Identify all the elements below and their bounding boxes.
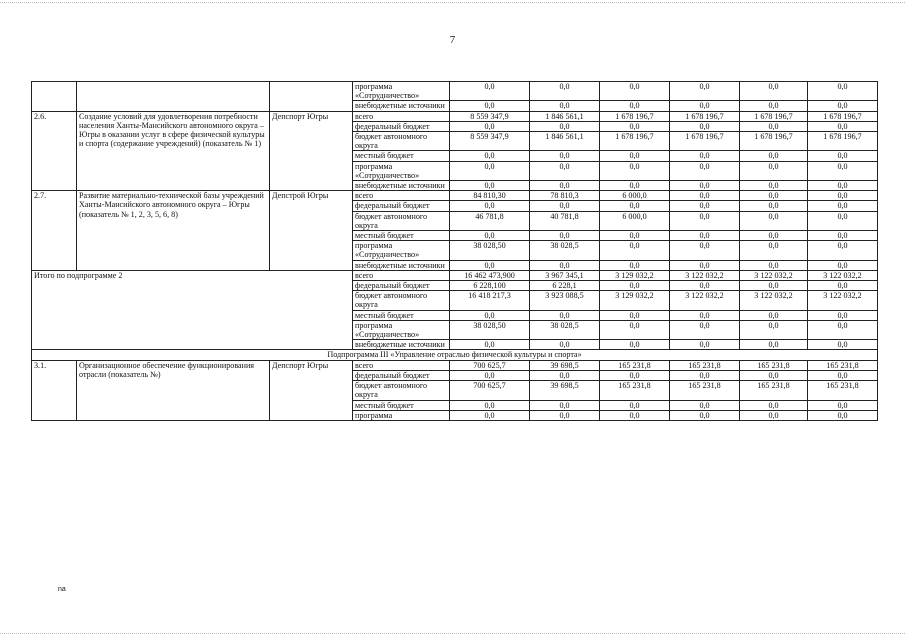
amount-cell: 0,0 [808,101,878,111]
amount-cell: 3 122 032,2 [740,270,808,280]
amount-cell: 0,0 [808,241,878,260]
amount-cell: 0,0 [670,121,740,131]
table-row [32,270,878,280]
amount-cell: 1 846 561,1 [530,132,600,151]
amount-cell: 0,0 [808,260,878,270]
amount-cell: 0,0 [450,82,530,101]
amount-cell: 38 028,5 [530,241,600,260]
amount-cell: 1 678 196,7 [740,111,808,121]
amount-cell: 6 228,100 [450,281,530,291]
amount-cell: 0,0 [530,410,600,420]
amount-cell: 0,0 [530,231,600,241]
amount-cell: 0,0 [600,400,670,410]
table-body [32,82,878,421]
amount-cell: 0,0 [600,320,670,339]
amount-cell: 0,0 [740,340,808,350]
amount-cell: 0,0 [808,201,878,211]
funding-source-cell: федеральный бюджет [353,121,450,131]
amount-cell: 0,0 [530,101,600,111]
amount-cell: 700 625,7 [450,381,530,400]
funding-source-cell: местный бюджет [353,231,450,241]
amount-cell: 0,0 [600,370,670,380]
amount-cell: 0,0 [740,370,808,380]
amount-cell: 0,0 [808,400,878,410]
amount-cell: 0,0 [808,181,878,191]
subprogram-header-row [32,350,878,360]
amount-cell: 0,0 [670,211,740,230]
amount-cell: 0,0 [600,201,670,211]
amount-cell: 0,0 [600,410,670,420]
amount-cell: 1 678 196,7 [740,132,808,151]
amount-cell: 0,0 [450,310,530,320]
amount-cell: 78 810,3 [530,191,600,201]
amount-cell: 0,0 [600,151,670,161]
amount-cell: 0,0 [670,191,740,201]
funding-source-cell: местный бюджет [353,310,450,320]
amount-cell: 0,0 [740,101,808,111]
amount-cell: 1 678 196,7 [600,132,670,151]
amount-cell: 0,0 [808,121,878,131]
amount-cell: 0,0 [450,340,530,350]
funding-source-cell: внебюджетные источники [353,260,450,270]
funding-source-cell: федеральный бюджет [353,201,450,211]
footer-mark: na [58,586,66,593]
amount-cell: 3 122 032,2 [808,291,878,310]
funding-source-cell: внебюджетные источники [353,101,450,111]
funding-source-cell: всего [353,270,450,280]
amount-cell: 0,0 [740,181,808,191]
activity-name-cell: Организационное обеспечение функционирования отрасли (показатель №) [77,360,270,420]
amount-cell: 38 028,50 [450,320,530,339]
funding-source-cell: программа «Сотрудничество» [353,82,450,101]
amount-cell: 0,0 [670,320,740,339]
amount-cell: 1 678 196,7 [808,111,878,121]
amount-cell: 0,0 [808,82,878,101]
amount-cell: 3 129 032,2 [600,291,670,310]
amount-cell: 165 231,8 [670,360,740,370]
amount-cell: 165 231,8 [600,381,670,400]
funding-source-cell: бюджет автономного округа [353,211,450,230]
amount-cell: 0,0 [670,281,740,291]
funding-source-cell: местный бюджет [353,151,450,161]
amount-cell: 0,0 [530,121,600,131]
amount-cell: 39 698,5 [530,381,600,400]
funding-source-cell: всего [353,191,450,201]
amount-cell: 0,0 [808,281,878,291]
amount-cell: 0,0 [808,320,878,339]
activity-name-cell: Развитие материально-технической базы учреждений Ханты-Мансийского автономного округа – Югры (показатель № 1, 2, 3, 5, 6, 8) [77,191,270,271]
amount-cell: 0,0 [740,161,808,180]
amount-cell: 84 810,30 [450,191,530,201]
amount-cell: 8 559 347,9 [450,111,530,121]
amount-cell: 0,0 [450,260,530,270]
amount-cell: 0,0 [740,260,808,270]
amount-cell: 0,0 [808,370,878,380]
amount-cell: 40 781,8 [530,211,600,230]
amount-cell: 0,0 [740,320,808,339]
amount-cell: 0,0 [530,310,600,320]
amount-cell: 0,0 [740,281,808,291]
row-number-cell: 2.6. [32,111,77,191]
amount-cell: 3 122 032,2 [670,270,740,280]
amount-cell: 0,0 [600,231,670,241]
financing-table-container [31,81,877,421]
row-number-cell: 2.7. [32,191,77,271]
amount-cell: 165 231,8 [740,360,808,370]
amount-cell: 0,0 [808,191,878,201]
amount-cell: 0,0 [670,101,740,111]
amount-cell: 700 625,7 [450,360,530,370]
amount-cell: 16 462 473,900 [450,270,530,280]
amount-cell: 38 028,50 [450,241,530,260]
funding-source-cell: федеральный бюджет [353,370,450,380]
amount-cell: 0,0 [530,82,600,101]
subprogram-header-cell: Подпрограмма III «Управление отраслью физической культуры и спорта» [32,350,878,360]
amount-cell: 0,0 [740,82,808,101]
funding-source-cell: бюджет автономного округа [353,381,450,400]
amount-cell: 16 418 217,3 [450,291,530,310]
amount-cell: 0,0 [670,260,740,270]
amount-cell: 0,0 [808,231,878,241]
amount-cell: 0,0 [670,410,740,420]
amount-cell: 165 231,8 [808,381,878,400]
amount-cell: 0,0 [808,161,878,180]
amount-cell: 0,0 [740,400,808,410]
amount-cell: 0,0 [600,181,670,191]
amount-cell: 0,0 [670,181,740,191]
amount-cell: 6 000,0 [600,211,670,230]
row-number-cell [32,82,77,112]
amount-cell: 0,0 [600,281,670,291]
amount-cell: 0,0 [450,101,530,111]
amount-cell: 1 678 196,7 [600,111,670,121]
amount-cell: 165 231,8 [670,381,740,400]
amount-cell: 0,0 [670,400,740,410]
amount-cell: 0,0 [600,310,670,320]
amount-cell: 0,0 [530,340,600,350]
amount-cell: 0,0 [808,151,878,161]
amount-cell: 0,0 [530,161,600,180]
amount-cell: 3 129 032,2 [600,270,670,280]
amount-cell: 0,0 [808,211,878,230]
amount-cell: 0,0 [670,241,740,260]
amount-cell: 1 678 196,7 [670,132,740,151]
funding-source-cell: внебюджетные источники [353,181,450,191]
amount-cell: 0,0 [600,121,670,131]
amount-cell: 3 122 032,2 [808,270,878,280]
scan-noise-top [0,2,905,4]
amount-cell: 0,0 [740,191,808,201]
amount-cell: 0,0 [600,241,670,260]
amount-cell: 0,0 [740,121,808,131]
amount-cell: 1 846 561,1 [530,111,600,121]
amount-cell: 6 000,0 [600,191,670,201]
amount-cell: 3 122 032,2 [740,291,808,310]
funding-source-cell: федеральный бюджет [353,281,450,291]
amount-cell: 0,0 [670,201,740,211]
amount-cell: 0,0 [670,82,740,101]
amount-cell: 0,0 [740,231,808,241]
amount-cell: 0,0 [740,151,808,161]
subprogram-total-label: Итого по подпрограмме 2 [32,270,353,350]
table-row [32,360,878,370]
amount-cell: 0,0 [740,410,808,420]
executor-cell: Депспорт Югры [270,111,353,191]
activity-name-cell [77,82,270,112]
row-number-cell: 3.1. [32,360,77,420]
amount-cell: 0,0 [670,161,740,180]
table-row [32,111,878,121]
amount-cell: 0,0 [670,151,740,161]
funding-source-cell: местный бюджет [353,400,450,410]
amount-cell: 0,0 [740,310,808,320]
amount-cell: 0,0 [530,151,600,161]
amount-cell: 0,0 [740,201,808,211]
amount-cell: 39 698,5 [530,360,600,370]
funding-source-cell: всего [353,360,450,370]
amount-cell: 0,0 [670,231,740,241]
table-row [32,82,878,101]
amount-cell: 0,0 [530,181,600,191]
funding-source-cell: программа «Сотрудничество» [353,320,450,339]
amount-cell: 0,0 [530,400,600,410]
amount-cell: 0,0 [808,340,878,350]
amount-cell: 0,0 [740,241,808,260]
activity-name-cell: Создание условий для удовлетворения потребности населения Ханты-Мансийского автономного округа – Югры в оказании услуг в сфере физической культуры и спорта (содержание учреждений) (показатель № 1) [77,111,270,191]
amount-cell: 0,0 [450,121,530,131]
amount-cell: 0,0 [450,370,530,380]
amount-cell: 0,0 [450,400,530,410]
amount-cell: 0,0 [530,370,600,380]
amount-cell: 1 678 196,7 [670,111,740,121]
table-row [32,191,878,201]
funding-source-cell: программа «Сотрудничество» [353,161,450,180]
amount-cell: 165 231,8 [600,360,670,370]
financing-table [31,81,878,421]
funding-source-cell: внебюджетные источники [353,340,450,350]
amount-cell: 0,0 [600,340,670,350]
amount-cell: 46 781,8 [450,211,530,230]
amount-cell: 0,0 [450,410,530,420]
amount-cell: 0,0 [600,101,670,111]
amount-cell: 0,0 [450,151,530,161]
amount-cell: 0,0 [740,211,808,230]
amount-cell: 0,0 [530,260,600,270]
amount-cell: 0,0 [450,201,530,211]
amount-cell: 0,0 [450,231,530,241]
amount-cell: 0,0 [670,340,740,350]
scan-noise-bottom [0,633,905,635]
funding-source-cell: программа «Сотрудничество» [353,241,450,260]
executor-cell: Депстрой Югры [270,191,353,271]
amount-cell: 3 923 088,5 [530,291,600,310]
amount-cell: 0,0 [808,310,878,320]
amount-cell: 3 122 032,2 [670,291,740,310]
amount-cell: 1 678 196,7 [808,132,878,151]
amount-cell: 165 231,8 [808,360,878,370]
amount-cell: 3 967 345,1 [530,270,600,280]
amount-cell: 38 028,5 [530,320,600,339]
amount-cell: 0,0 [450,181,530,191]
amount-cell: 8 559 347,9 [450,132,530,151]
amount-cell: 0,0 [670,370,740,380]
amount-cell: 0,0 [600,82,670,101]
funding-source-cell: программа [353,410,450,420]
amount-cell: 0,0 [670,310,740,320]
funding-source-cell: бюджет автономного округа [353,132,450,151]
page-number: 7 [449,34,456,46]
funding-source-cell: всего [353,111,450,121]
amount-cell: 0,0 [600,260,670,270]
executor-cell: Депспорт Югры [270,360,353,420]
amount-cell: 0,0 [530,201,600,211]
executor-cell [270,82,353,112]
amount-cell: 165 231,8 [740,381,808,400]
amount-cell: 0,0 [450,161,530,180]
amount-cell: 0,0 [808,410,878,420]
amount-cell: 6 228,1 [530,281,600,291]
amount-cell: 0,0 [600,161,670,180]
funding-source-cell: бюджет автономного округа [353,291,450,310]
